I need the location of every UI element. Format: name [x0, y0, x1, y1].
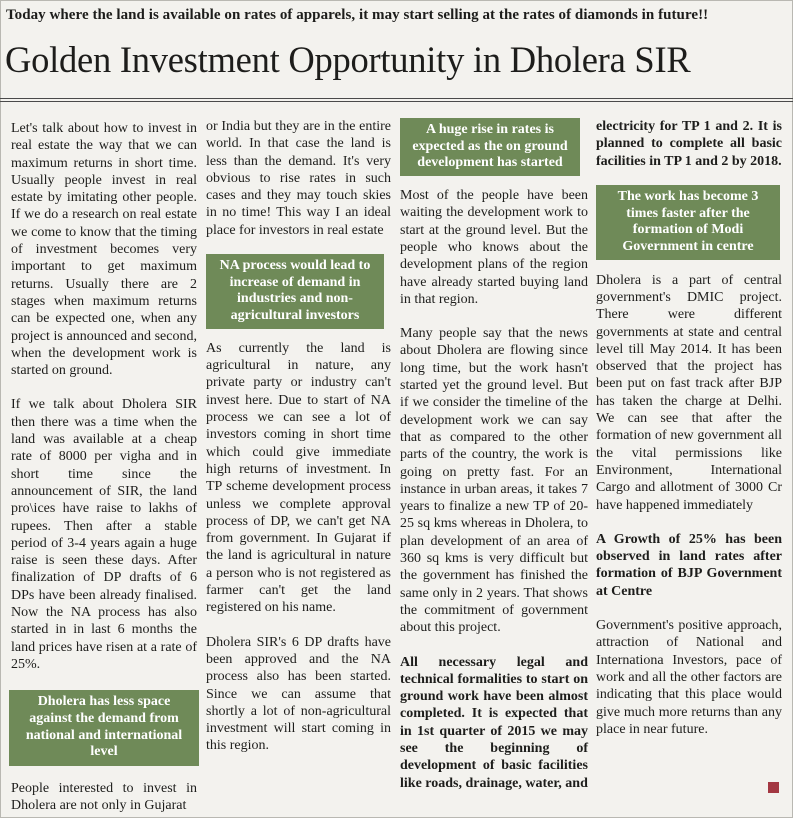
article-column-4: [596, 118, 782, 738]
article-tagline: Today where the land is available on rates of apparels, it may start selling at the rates of diamonds in future!!: [6, 7, 709, 23]
col1-paragraph-1: Let's talk about how to invest in real estate the way that we can maximum returns in short time. Usually people invest in real estate by imitating other people. If we do a research on real estate we come to know that the timing of investment becomes very important to get maximum returns. Usually there are 2 stages when maximum returns can be expected one, when any project is announced and second, when the development work is started on ground.: [11, 121, 197, 379]
article-column-1: [11, 120, 197, 815]
col1-paragraph-3: People interested to invest in Dholera are not only in Gujarat: [11, 781, 197, 814]
article-end-mark: [768, 782, 779, 793]
callout-na-process: NA process would lead to increase of demand in industries and non-agricultural investors: [206, 254, 384, 329]
col3-paragraph-3: All necessary legal and technical formalities to start on ground work have been almost completed. It is expected that in 1st quarter of 2015 we may see the beginning of development of basic facilities like roads, drainage, water, and: [400, 654, 588, 791]
col2-paragraph-3: Dholera SIR's 6 DP drafts have been approved and the NA process also has been started. Since we can assume that shortly a lot of non-agricultural investment will start coming in this region.: [206, 634, 391, 754]
article-column-2: [206, 118, 391, 755]
col2-paragraph-1: or India but they are in the entire world. In that case the land is less than the demand. It's very obvious to rise rates in such cases and they may touch skies in no time! This way I an ideal place for investors in real estate: [206, 119, 391, 238]
callout-work-faster: The work has become 3 times faster after the formation of Modi Government in centre: [596, 185, 780, 260]
col3-paragraph-1: Most of the people have been waiting the development work to start at the ground level. But the people who knows about the development plans of the region have already started buying land in that region.: [400, 188, 588, 307]
col4-paragraph-1: electricity for TP 1 and 2. It is planned to complete all basic facilities in TP 1 and 2 by 2018.: [596, 119, 782, 169]
col3-paragraph-2: Many people say that the news about Dholera are flowing since long time, but the work hasn't started yet the ground level. But if we consider the timeline of the development work we can say that as compared to the other parts of the country, the work is going on pretty fast. For an instance in urban areas, it takes 7 years to finalize a new TP of 20-25 sq kms whereas in Dholera, to plan development of an area of 360 sq kms is very difficult but the government has finished the same only in 2 years. That shows the commitment of government about this project.: [400, 326, 588, 636]
col4-paragraph-3: A Growth of 25% has been observed in land rates after formation of BJP Government at Centre: [596, 531, 782, 599]
callout-huge-rise: A huge rise in rates is expected as the on ground development has started: [400, 118, 580, 176]
headline-divider: [0, 98, 793, 102]
col1-paragraph-2: If we talk about Dholera SIR then there was a time when the land was available at a cheap rate of 8000 per vigha and in short time since the announcement of SIR, the land pro\ices have raise to lakhs of rupees. Then after a stable period of 3-4 years again a huge raise is seen these days. After finalization of DP drafts of 6 DPs have been already finalised. Now the NA process has also started in in last 6 months the land prices have risen at a rate of 25%.: [11, 397, 197, 672]
article-column-3: [400, 120, 588, 792]
col4-paragraph-2: Dholera is a part of central government's DMIC project. There were different governments at state and central level till May 2014. It has been observed that the project has been put on fast track after BJP has taken the charge at Delhi. We can see that after the formation of new government all the vital permissions like Environment, International Cargo and allotment of 3000 Cr have happened immediately: [596, 272, 782, 513]
article-headline: Golden Investment Opportunity in Dholera SIR: [5, 39, 691, 80]
callout-less-space: Dholera has less space against the demand from national and international level: [9, 690, 199, 766]
col2-paragraph-2: As currently the land is agricultural in nature, any private party or industry can't invest here. Due to start of NA process we can see a lot of investors coming in short time which could give immediate high returns of investment. In TP scheme development process unless we complete approval process of DP, we can't get NA from government. In Gujarat if the land is agricultural in nature a person who is not registered as farmer can't get the land registered on his name.: [206, 340, 391, 616]
col4-paragraph-4: Government's positive approach, attraction of National and Internationa Investors, pace of work and all the other factors are indicating that this place would give much more returns than any place in near future.: [596, 618, 782, 737]
